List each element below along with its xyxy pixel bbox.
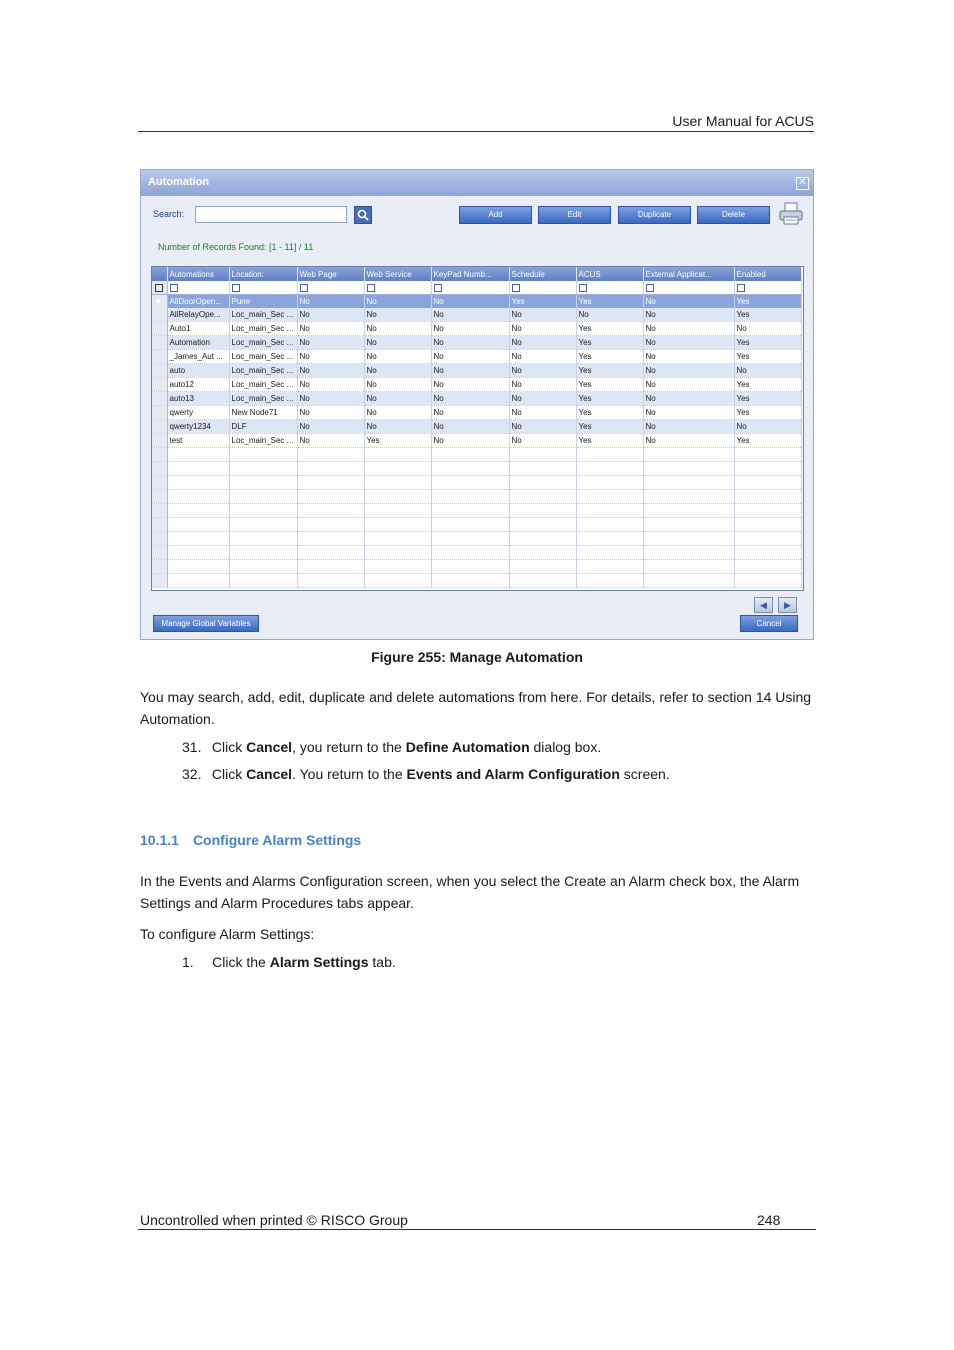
step-1 — [182, 951, 396, 974]
table-cell — [734, 560, 801, 574]
table-cell: No — [509, 378, 576, 392]
table-cell: Loc_main_Sec ... — [229, 308, 297, 322]
table-cell: Yes — [576, 378, 643, 392]
column-header[interactable]: ACUS — [576, 267, 643, 281]
table-cell: No — [297, 378, 364, 392]
table-cell: No — [364, 308, 431, 322]
filter-edit-icon[interactable] — [152, 281, 167, 295]
table-cell — [364, 574, 431, 588]
column-filter-checkbox[interactable] — [364, 281, 431, 295]
table-cell — [364, 476, 431, 490]
table-cell — [431, 490, 509, 504]
table-cell — [509, 490, 576, 504]
row-header-cell — [152, 350, 167, 364]
step-32 — [182, 763, 670, 786]
table-cell: No — [509, 322, 576, 336]
edit-button[interactable]: Edit — [538, 206, 611, 224]
table-cell: AllRelayOpe... — [167, 308, 229, 322]
table-cell — [167, 504, 229, 518]
table-cell: No — [364, 420, 431, 434]
row-header-cell — [152, 406, 167, 420]
table-cell — [364, 518, 431, 532]
table-cell: No — [297, 350, 364, 364]
cancel-button[interactable]: Cancel — [740, 615, 798, 632]
section-heading — [140, 832, 361, 848]
step-number: 31. — [182, 739, 202, 755]
table-cell: Yes — [576, 295, 643, 309]
table-cell: Yes — [509, 295, 576, 309]
table-cell — [576, 504, 643, 518]
table-cell — [734, 462, 801, 476]
table-cell — [431, 532, 509, 546]
table-cell — [431, 504, 509, 518]
table-cell: test — [167, 434, 229, 448]
table-cell: auto12 — [167, 378, 229, 392]
table-cell: No — [297, 420, 364, 434]
row-header-cell — [152, 490, 167, 504]
table-cell — [167, 560, 229, 574]
figure-caption: Figure 255: Manage Automation — [371, 649, 583, 665]
column-header[interactable]: Web Page — [297, 267, 364, 281]
table-cell: No — [576, 308, 643, 322]
table-cell: Loc_main_Sec ... — [229, 434, 297, 448]
section-title: Configure Alarm Settings — [192, 832, 362, 848]
table-row[interactable] — [152, 364, 801, 378]
table-cell — [229, 546, 297, 560]
table-cell — [509, 448, 576, 462]
search-input[interactable] — [195, 206, 347, 223]
step-text: Click Cancel. You return to the Events and Alarm Configuration screen. — [211, 766, 670, 782]
table-cell — [576, 532, 643, 546]
table-cell: Yes — [576, 364, 643, 378]
table-cell: Yes — [576, 322, 643, 336]
row-header-cell — [152, 267, 167, 281]
table-cell — [229, 476, 297, 490]
table-cell — [734, 574, 801, 588]
row-header-cell — [152, 364, 167, 378]
row-header-cell — [152, 504, 167, 518]
table-row[interactable] — [152, 406, 801, 420]
table-cell: No — [431, 336, 509, 350]
column-filter-checkbox[interactable] — [167, 281, 229, 295]
table-cell — [431, 574, 509, 588]
column-header[interactable]: Enabled — [734, 267, 801, 281]
table-cell — [364, 462, 431, 476]
table-header-row — [152, 267, 801, 281]
table-cell — [167, 574, 229, 588]
table-cell: No — [297, 308, 364, 322]
table-cell: auto13 — [167, 392, 229, 406]
table-cell — [431, 546, 509, 560]
table-cell: No — [431, 308, 509, 322]
add-button[interactable]: Add — [459, 206, 532, 224]
row-header-cell — [152, 378, 167, 392]
table-cell: No — [431, 364, 509, 378]
table-cell: No — [364, 336, 431, 350]
table-cell — [509, 504, 576, 518]
prev-page-icon[interactable]: ◀ — [754, 597, 773, 613]
empty-row — [152, 574, 801, 588]
table-cell — [734, 490, 801, 504]
table-cell: Loc_main_Sec ... — [229, 378, 297, 392]
automation-grid — [151, 266, 804, 591]
section-paragraph: In the Events and Alarms Configuration screen, when you select the Create an Alarm check box, the Alarm Settings and Alarm Procedures tabs appear. — [140, 873, 800, 911]
header-rule — [138, 131, 814, 132]
table-cell: No — [431, 406, 509, 420]
table-cell: No — [364, 364, 431, 378]
table-cell: No — [509, 392, 576, 406]
row-header-cell — [152, 448, 167, 462]
table-cell — [167, 532, 229, 546]
empty-row — [152, 448, 801, 462]
table-cell: Yes — [734, 336, 801, 350]
table-cell: AllDoorOpen... — [167, 295, 229, 309]
table-cell: No — [364, 392, 431, 406]
search-icon[interactable] — [354, 206, 372, 224]
row-header-cell — [152, 574, 167, 588]
table-cell — [431, 476, 509, 490]
table-cell: Yes — [576, 392, 643, 406]
table-cell — [643, 574, 734, 588]
table-cell — [509, 532, 576, 546]
page-number: 248 — [757, 1212, 781, 1228]
row-header-cell — [152, 518, 167, 532]
table-cell — [509, 518, 576, 532]
step-number: 32. — [182, 766, 202, 782]
table-cell — [643, 490, 734, 504]
table-row[interactable] — [152, 308, 801, 322]
table-cell — [297, 476, 364, 490]
table-cell — [297, 532, 364, 546]
table-cell — [509, 476, 576, 490]
records-found: Number of Records Found: [1 - 11] / 11 — [158, 242, 314, 252]
table-cell: No — [509, 364, 576, 378]
table-cell — [167, 490, 229, 504]
table-cell: Yes — [734, 350, 801, 364]
row-header-cell — [152, 546, 167, 560]
table-cell — [643, 476, 734, 490]
table-cell: Yes — [734, 378, 801, 392]
table-cell: No — [297, 295, 364, 309]
table-row[interactable] — [152, 420, 801, 434]
row-header-cell — [152, 336, 167, 350]
table-cell: No — [431, 420, 509, 434]
column-filter-checkbox[interactable] — [734, 281, 801, 295]
row-header-cell — [152, 560, 167, 574]
table-row[interactable] — [152, 295, 801, 309]
table-cell: No — [364, 406, 431, 420]
table-cell: Yes — [734, 434, 801, 448]
table-cell: No — [643, 392, 734, 406]
column-header[interactable]: External Applicat... — [643, 267, 734, 281]
table-cell — [734, 476, 801, 490]
footer-copyright: Uncontrolled when printed © RISCO Group — [140, 1212, 408, 1228]
table-cell: No — [431, 322, 509, 336]
table-cell: Loc_main_Sec ... — [229, 364, 297, 378]
table-cell: Yes — [576, 336, 643, 350]
table-cell: No — [431, 295, 509, 309]
empty-row — [152, 462, 801, 476]
table-cell — [643, 546, 734, 560]
close-icon[interactable]: ✕ — [796, 177, 809, 190]
column-header[interactable]: KeyPad Numb... — [431, 267, 509, 281]
table-cell — [734, 504, 801, 518]
table-cell — [364, 546, 431, 560]
table-cell: Pune — [229, 295, 297, 309]
column-header[interactable]: Schedule — [509, 267, 576, 281]
table-cell: No — [643, 336, 734, 350]
automation-table — [152, 267, 802, 588]
table-cell: No — [509, 406, 576, 420]
table-cell: No — [297, 336, 364, 350]
table-cell — [431, 448, 509, 462]
table-cell — [643, 504, 734, 518]
table-cell — [229, 518, 297, 532]
table-cell — [167, 518, 229, 532]
table-cell — [297, 574, 364, 588]
table-cell — [297, 448, 364, 462]
table-cell: No — [643, 295, 734, 309]
table-row[interactable] — [152, 336, 801, 350]
table-cell — [229, 448, 297, 462]
table-cell: New Node71 — [229, 406, 297, 420]
table-cell: No — [643, 434, 734, 448]
table-cell — [576, 518, 643, 532]
table-cell — [431, 560, 509, 574]
table-cell — [734, 448, 801, 462]
table-cell — [229, 574, 297, 588]
table-cell — [576, 560, 643, 574]
table-cell — [297, 490, 364, 504]
table-cell — [229, 504, 297, 518]
step-number: 1. — [182, 954, 194, 970]
table-cell: No — [509, 420, 576, 434]
table-cell: Yes — [734, 406, 801, 420]
table-cell — [297, 518, 364, 532]
table-cell: Loc_main_Sec ... — [229, 350, 297, 364]
table-cell: No — [509, 350, 576, 364]
table-cell: Yes — [734, 295, 801, 309]
table-cell — [167, 476, 229, 490]
table-cell — [643, 560, 734, 574]
column-filter-checkbox[interactable] — [576, 281, 643, 295]
table-cell: No — [643, 364, 734, 378]
filter-row — [152, 281, 801, 295]
table-cell: No — [734, 420, 801, 434]
table-cell — [576, 490, 643, 504]
table-cell — [167, 546, 229, 560]
duplicate-button[interactable]: Duplicate — [618, 206, 691, 224]
table-cell — [509, 546, 576, 560]
table-cell — [431, 518, 509, 532]
table-cell: _James_Aut ... — [167, 350, 229, 364]
empty-row — [152, 476, 801, 490]
dialog-title: Automation — [148, 176, 210, 188]
table-row[interactable] — [152, 322, 801, 336]
table-cell: Yes — [734, 308, 801, 322]
table-cell: No — [297, 406, 364, 420]
column-header[interactable]: Web Service — [364, 267, 431, 281]
table-cell: No — [431, 434, 509, 448]
table-cell: Yes — [576, 434, 643, 448]
table-cell: No — [297, 364, 364, 378]
row-header-cell — [152, 322, 167, 336]
printer-icon[interactable] — [778, 202, 804, 226]
empty-row — [152, 504, 801, 518]
section-number: 10.1.1 — [140, 832, 179, 848]
empty-row — [152, 490, 801, 504]
table-cell: No — [431, 378, 509, 392]
empty-row — [152, 560, 801, 574]
table-cell: No — [364, 322, 431, 336]
row-header-cell — [152, 308, 167, 322]
column-filter-checkbox[interactable] — [297, 281, 364, 295]
table-cell — [576, 574, 643, 588]
table-cell — [364, 504, 431, 518]
table-cell: No — [643, 420, 734, 434]
table-cell — [643, 532, 734, 546]
column-filter-checkbox[interactable] — [509, 281, 576, 295]
table-cell — [509, 560, 576, 574]
row-header-cell — [152, 462, 167, 476]
column-header[interactable]: Automations — [167, 267, 229, 281]
table-cell: No — [734, 322, 801, 336]
table-cell — [643, 448, 734, 462]
table-cell: Loc_main_Sec ... — [229, 392, 297, 406]
table-cell — [576, 546, 643, 560]
table-cell: Loc_main_Sec ... — [229, 322, 297, 336]
table-cell — [576, 462, 643, 476]
empty-row — [152, 532, 801, 546]
table-cell: No — [431, 350, 509, 364]
table-cell: Yes — [734, 392, 801, 406]
column-filter-checkbox[interactable] — [431, 281, 509, 295]
column-filter-checkbox[interactable] — [229, 281, 297, 295]
table-row[interactable] — [152, 392, 801, 406]
table-cell: No — [509, 308, 576, 322]
table-cell — [297, 462, 364, 476]
table-cell — [509, 462, 576, 476]
table-cell — [229, 490, 297, 504]
table-cell: No — [643, 350, 734, 364]
table-cell: Yes — [576, 350, 643, 364]
table-cell: Auto1 — [167, 322, 229, 336]
table-cell — [229, 462, 297, 476]
table-cell — [734, 532, 801, 546]
table-cell: Loc_main_Sec ... — [229, 336, 297, 350]
table-cell — [364, 448, 431, 462]
table-cell: No — [364, 350, 431, 364]
step-31 — [182, 736, 601, 759]
next-page-icon[interactable]: ▶ — [778, 597, 797, 613]
table-cell — [364, 560, 431, 574]
table-cell: Yes — [364, 434, 431, 448]
table-cell — [364, 532, 431, 546]
empty-row — [152, 518, 801, 532]
table-cell: No — [734, 364, 801, 378]
table-cell — [734, 546, 801, 560]
table-cell — [297, 546, 364, 560]
table-cell — [297, 560, 364, 574]
to-configure-text: To configure Alarm Settings: — [140, 926, 315, 942]
table-cell — [229, 560, 297, 574]
table-cell: auto — [167, 364, 229, 378]
table-cell: No — [364, 378, 431, 392]
intro-paragraph: You may search, add, edit, duplicate and delete automations from here. For details, refer to section 14 Using Automation. — [140, 689, 812, 727]
row-header-cell — [152, 392, 167, 406]
table-cell: No — [297, 434, 364, 448]
table-cell: DLF — [229, 420, 297, 434]
table-cell: No — [643, 406, 734, 420]
table-cell: No — [297, 322, 364, 336]
table-cell — [364, 490, 431, 504]
table-cell — [431, 462, 509, 476]
table-cell — [167, 448, 229, 462]
row-header-cell — [152, 532, 167, 546]
table-cell: No — [643, 322, 734, 336]
table-cell: No — [643, 308, 734, 322]
search-label: Search: — [153, 209, 185, 219]
dialog-titlebar — [141, 170, 813, 196]
table-cell — [297, 504, 364, 518]
table-cell — [509, 574, 576, 588]
table-cell — [643, 462, 734, 476]
table-cell: No — [297, 392, 364, 406]
table-cell: Automation — [167, 336, 229, 350]
automation-dialog — [140, 169, 814, 640]
table-cell — [576, 448, 643, 462]
running-header: User Manual for ACUS — [672, 113, 814, 129]
table-row[interactable] — [152, 434, 801, 448]
table-cell: No — [643, 378, 734, 392]
table-cell: No — [431, 392, 509, 406]
step-text: Click the Alarm Settings tab. — [212, 954, 396, 970]
table-cell: Yes — [576, 420, 643, 434]
table-cell — [167, 462, 229, 476]
manage-global-variables-button[interactable]: Manage Global Variables — [153, 615, 259, 632]
column-filter-checkbox[interactable] — [643, 281, 734, 295]
table-cell — [576, 476, 643, 490]
table-cell: No — [364, 295, 431, 309]
table-cell — [229, 532, 297, 546]
table-cell: No — [509, 434, 576, 448]
row-header-cell — [152, 434, 167, 448]
table-cell: Yes — [576, 406, 643, 420]
row-header-cell — [152, 476, 167, 490]
table-cell — [734, 518, 801, 532]
empty-row — [152, 546, 801, 560]
table-cell: qwerty1234 — [167, 420, 229, 434]
table-row[interactable] — [152, 378, 801, 392]
table-cell: No — [509, 336, 576, 350]
table-row[interactable] — [152, 350, 801, 364]
footer-rule — [138, 1229, 816, 1230]
row-pointer-icon: ▶ — [152, 295, 167, 309]
column-header[interactable]: Location: — [229, 267, 297, 281]
table-cell — [643, 518, 734, 532]
table-cell: qwerty — [167, 406, 229, 420]
delete-button[interactable]: Delete — [697, 206, 770, 224]
step-text: Click Cancel, you return to the Define Automation dialog box. — [211, 739, 602, 755]
row-header-cell — [152, 420, 167, 434]
